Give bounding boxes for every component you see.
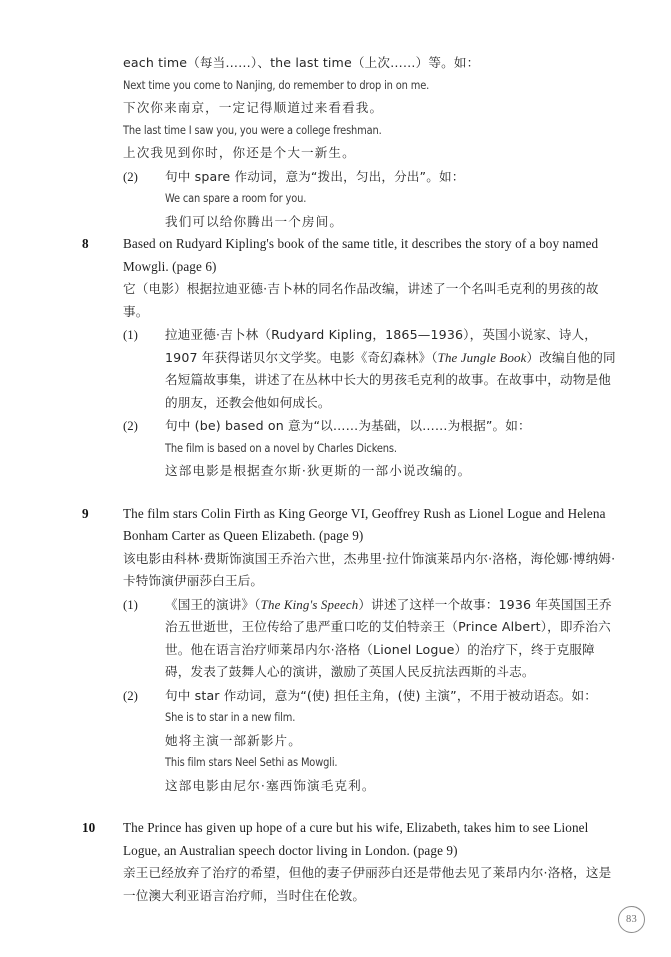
entry-number: 8	[82, 236, 89, 251]
subitem-example-cn: 这部电影是根据查尔斯·狄更斯的一部小说改编的。	[165, 463, 472, 478]
title-italic: The King's Speech	[260, 597, 359, 612]
continued-example-en-1: Next time you come to Nanjing, do remember to drop in on me.	[123, 78, 430, 92]
subitem	[123, 324, 619, 414]
continued-example-cn-2: 上次我见到你时，你还是个大一新生。	[123, 145, 356, 160]
entry-headword-en: The film stars Colin Firth as King George VI, Geoffrey Rush as Lionel Logue and Helena Bonham Carter as Queen Elizabeth. (page 9)	[123, 505, 606, 543]
subitem-note	[165, 324, 619, 414]
subitem-body	[165, 166, 619, 234]
subitem-marker: (1)	[123, 328, 138, 342]
subitem-marker: (1)	[123, 597, 138, 612]
subitem-explanation: 句中 star 作动词，意为“(使) 担任主角，(使) 主演”，不用于被动语态。如：	[165, 687, 598, 703]
subitem-example-en: We can spare a room for you.	[165, 192, 307, 205]
entry-9	[82, 503, 619, 798]
subitem-explanation: 句中 (be) based on 意为“以……为基础，以……为根据”。如：	[165, 418, 531, 433]
continued-subitem-2	[123, 166, 619, 234]
subitem-marker: (2)	[123, 419, 138, 433]
subitem-example-cn-2: 这部电影由尼尔·塞西饰演毛克利。	[165, 777, 376, 793]
subitem-example-en: She is to star in a new film.	[165, 711, 296, 724]
entry-number: 9	[82, 505, 89, 521]
entry-headword-cn: 该电影由科林·费斯饰演国王乔治六世，杰弗里·拉什饰演莱昂内尔·洛格，海伦娜·博纳姆·卡特饰演伊丽莎白王后。	[123, 550, 616, 588]
subitem-body	[165, 594, 619, 684]
subitem-body	[165, 685, 619, 798]
entry-headword-en: Based on Rudyard Kipling's book of the same title, it describes the story of a boy named Mowgli. (page 6)	[123, 236, 599, 274]
text-run: 《国王的演讲》（	[165, 596, 261, 612]
subitem-body	[165, 324, 619, 414]
subitem-body	[165, 415, 619, 483]
text-run: 拉迪亚德·吉卜林（Rudyard Kipling，1865—1936），英国小说家、诗人，1907 年获得诺贝尔文学奖。电影《奇幻森林》（	[165, 327, 598, 365]
entry-headword-cn: 亲王已经放弃了治疗的希望，但他的妻子伊丽莎白还是带他去见了莱昂内尔·洛格，这是一位澳大利亚语言治疗师，当时住在伦敦。	[123, 865, 612, 903]
continued-example-en-2: The last time I saw you, you were a college freshman.	[123, 123, 382, 137]
subitem-example-cn: 我们可以给你腾出一个房间。	[165, 213, 344, 229]
entry-number: 10	[82, 820, 96, 835]
subitem-marker: (2)	[123, 688, 138, 703]
subitem	[123, 594, 619, 684]
page-content	[82, 52, 619, 907]
continued-example-cn-1: 下次你来南京，一定记得顺道过来看看我。	[123, 100, 384, 115]
entry-headword-en: The Prince has given up hope of a cure but his wife, Elizabeth, takes him to see Lionel Logue, an Australian speech doctor living in London. (page 9)	[123, 820, 589, 858]
entry-headword-cn: 它（电影）根据拉迪亚德·吉卜林的同名作品改编，讲述了一个名叫毛克利的男孩的故事。	[123, 281, 599, 319]
continued-headline: each time（每当……）、the last time（上次……）等。如：	[123, 55, 480, 70]
subitem-example-en-2: This film stars Neel Sethi as Mowgli.	[165, 756, 338, 769]
text-run: ）讲述了这样一个故事：1936 年英国国王乔治五世逝世，王位传给了患严重口吃的艾伯特亲王（Prince Albert），即乔治六世。他在语言治疗师莱昂内尔·洛格（Lionel Logue）的治疗下，终于克服障碍，发表了鼓舞人心的演讲，激励了英国人民反抗法西斯的斗志。	[165, 596, 612, 679]
entry-body	[123, 503, 619, 798]
entry-8	[82, 233, 619, 483]
subitem	[123, 415, 619, 483]
continued-section	[123, 52, 619, 233]
entry-10	[82, 817, 619, 907]
page-number-badge: 83	[618, 906, 645, 933]
subitem-explanation: 句中 spare 作动词，意为“拨出，匀出，分出”。如：	[165, 168, 465, 184]
entry-body	[123, 817, 619, 907]
subitem-example-cn: 她将主演一部新影片。	[165, 732, 302, 748]
entry-list	[82, 233, 619, 907]
subitem	[123, 685, 619, 798]
subitem-note	[165, 594, 619, 684]
subitem-example-en: The film is based on a novel by Charles Dickens.	[165, 441, 397, 455]
subitem-marker: (2)	[123, 169, 138, 184]
title-italic: The Jungle Book	[437, 350, 527, 365]
text-run: ）改编自他的同名短篇故事集，讲述了在丛林中长大的男孩毛克利的故事。在故事中，动物是他的朋友，还教会他如何成长。	[165, 349, 616, 410]
entry-body	[123, 233, 619, 483]
